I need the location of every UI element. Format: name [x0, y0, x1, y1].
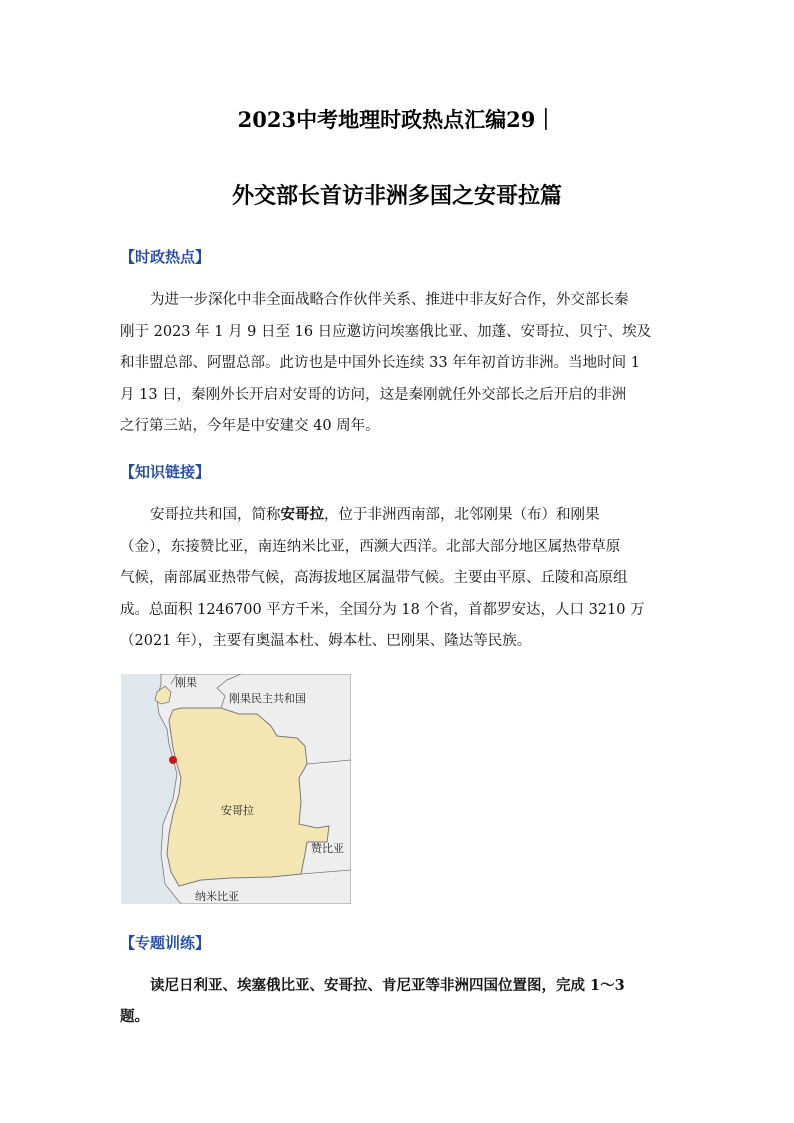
- knowledge-paragraph: [120, 499, 676, 658]
- paragraph-line: 刚于 2023 年 1 月 9 日至 16 日应邀访问埃塞俄比亚、加蓬、安哥拉、贝宁、埃及: [120, 323, 652, 340]
- knowledge-intro-text: 安哥拉共和国，简称: [150, 507, 281, 523]
- paragraph-line: 气候，南部属亚热带气候，高海拔地区属温带气候。主要由平原、丘陵和高原组: [120, 570, 628, 586]
- map-label-namibia: 纳米比亚: [195, 890, 239, 903]
- angola-map-svg: [121, 674, 351, 904]
- paragraph-line: [120, 499, 676, 532]
- paragraph-line: 成。总面积 1246700 平方千米，全国分为 18 个省，首都罗安达，人口 3210 万: [120, 601, 645, 618]
- paragraph-line: （金），东接赞比亚，南连纳米比亚，西濒大西洋。北部大部分地区属热带草原: [120, 538, 621, 555]
- angola-map: [121, 674, 351, 904]
- exercise-heading: 【专题训练】: [120, 934, 211, 952]
- map-label-zambia: 赞比亚: [311, 842, 344, 855]
- map-label-congo: 刚果: [175, 676, 197, 689]
- hot-topic-paragraph: [120, 285, 676, 443]
- hot-topic-heading: 【时政热点】: [120, 248, 211, 266]
- knowledge-location-text: ，位于非洲西南部，北邻刚果（布）和刚果: [324, 507, 600, 523]
- paragraph-line: （2021 年），主要有奥温本杜、姆本杜、巴刚果、隆达等民族。: [120, 633, 532, 649]
- exercise-line-1: 读尼日利亚、埃塞俄比亚、安哥拉、肯尼亚等非洲四国位置图，完成 1～3: [150, 977, 625, 994]
- paragraph-line: 月 13 日，秦刚外长开启对安哥的访问，这是秦刚就任外交部长之后开启的非洲: [120, 386, 627, 403]
- map-label-angola: 安哥拉: [221, 804, 254, 817]
- paragraph-line: 和非盟总部、阿盟总部。此访也是中国外长连续 33 年年初首访非洲。当地时间 1: [120, 355, 641, 371]
- exercise-line-2: 题。: [120, 1008, 149, 1025]
- country-short-name: 安哥拉: [280, 506, 324, 523]
- paragraph-line: 为进一步深化中非全面战略合作伙伴关系、推进中非友好合作，外交部长秦: [150, 292, 629, 308]
- title-line-1: 2023中考地理时政热点汇编29｜: [237, 107, 557, 132]
- knowledge-heading: 【知识链接】: [120, 463, 211, 481]
- map-label-drc: 刚果民主共和国: [229, 692, 306, 705]
- title-line-2: 外交部长首访非洲多国之安哥拉篇: [231, 183, 562, 209]
- capital-luanda-marker: [169, 756, 177, 764]
- paragraph-line: 之行第三站，今年是中安建交 40 周年。: [120, 418, 380, 434]
- exercise-question: [120, 970, 680, 1032]
